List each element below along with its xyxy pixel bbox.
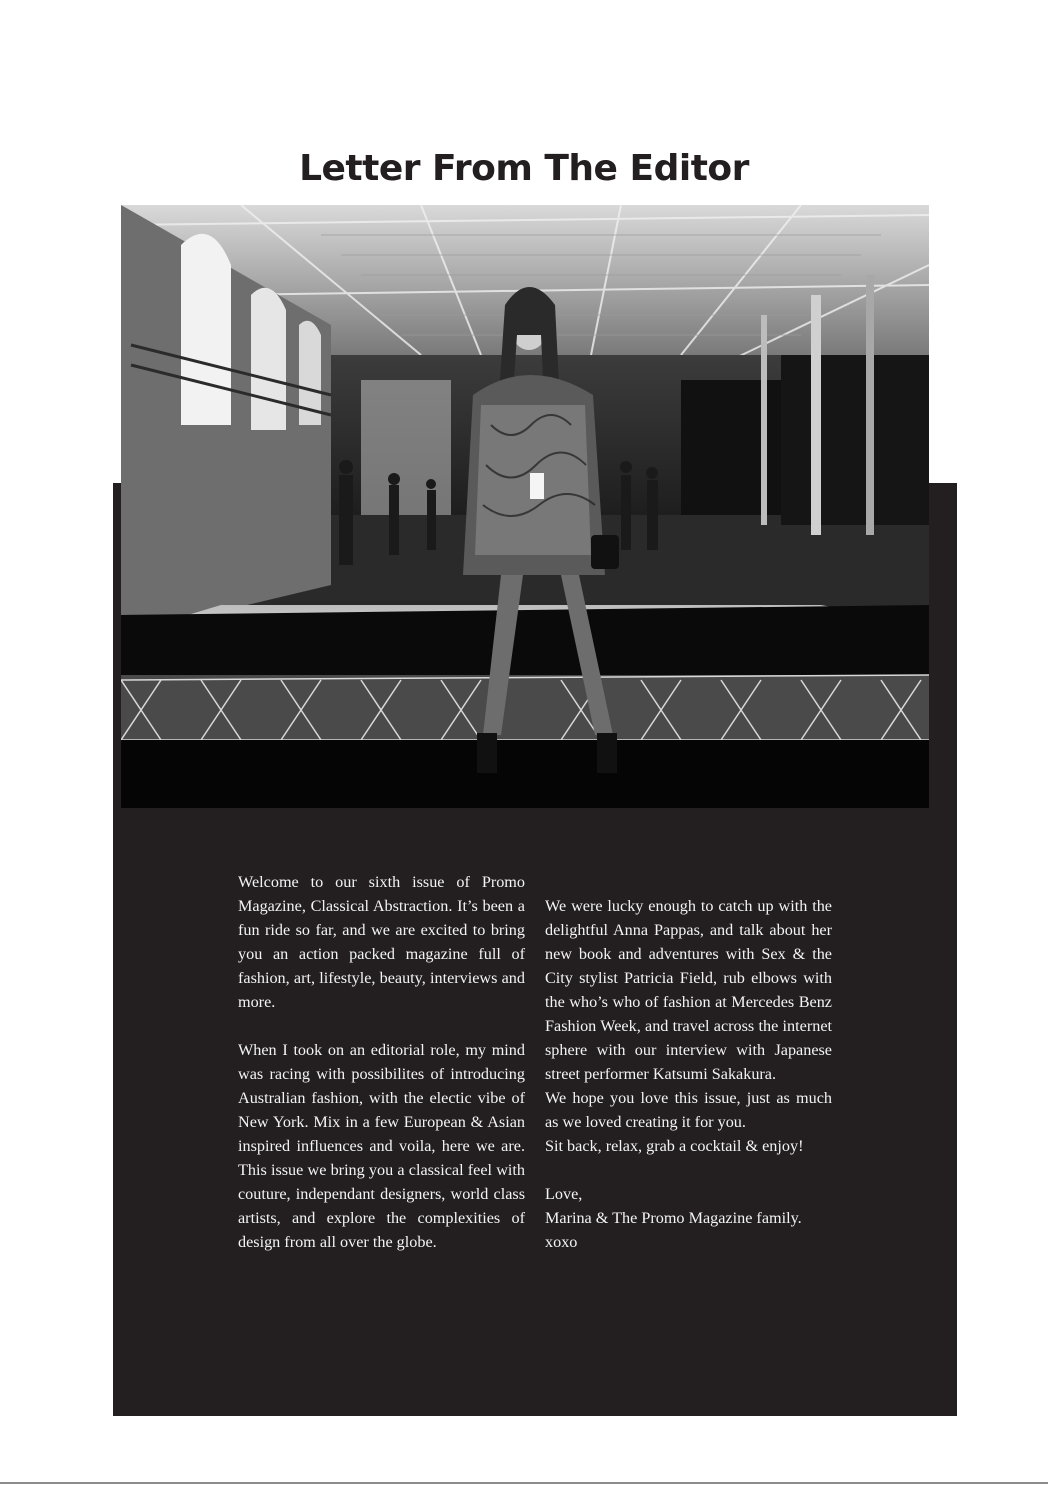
letter-paragraph: Sit back, relax, grab a cocktail & enjoy! [545, 1137, 804, 1155]
letter-sign-off: xoxo [545, 1233, 578, 1251]
page-title: Letter From The Editor [299, 148, 749, 189]
letter-signature: Marina & The Promo Magazine family. [545, 1209, 802, 1227]
editorial-photo [121, 205, 929, 808]
letter-paragraph: We hope you love this issue, just as much as we loved creating it for you. [545, 1089, 832, 1131]
letter-paragraph: When I took on an editorial role, my mind was racing with possibilites of introducing Australian fashion, with the electic vibe of New York. Mix in a few European & Asian inspired influences and voila, here we are. This issue we bring you a classical feel with couture, independant designers, world class artists, and explore the complexities of design from all over the globe. [238, 1041, 525, 1251]
letter-left-column [238, 870, 525, 1254]
letter-paragraph: We were lucky enough to catch up with the delightful Anna Pappas, and talk about her new book and adventures with Sex & the City stylist Patricia Field, rub elbows with the who’s who of fashion at Mercedes Benz Fashion Week, and travel across the internet sphere with our interview with Japanese street performer Katsumi Sakakura. [545, 897, 832, 1083]
footer-divider [0, 1482, 1048, 1484]
letter-right-column [545, 894, 832, 1254]
letter-paragraph: Welcome to our sixth issue of Promo Magazine, Classical Abstraction. It’s been a fun ride so far, and we are excited to bring you an action packed magazine full of fashion, art, lifestyle, beauty, interviews and more. [238, 873, 525, 1011]
photo-illustration [121, 205, 929, 808]
letter-closing: Love, [545, 1185, 583, 1203]
